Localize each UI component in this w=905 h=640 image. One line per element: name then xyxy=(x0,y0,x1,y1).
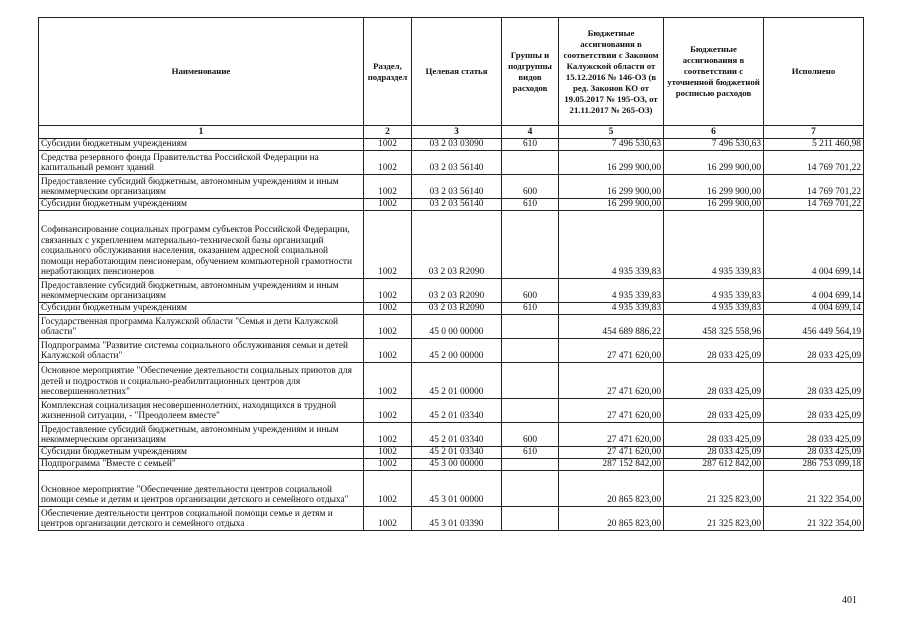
table-row xyxy=(39,303,864,315)
cell-vid xyxy=(502,363,559,399)
cell-name: Обеспечение деятельности центров социальной помощи семье и детям и центров организации детского и семейного отдыха xyxy=(39,507,364,531)
cell-law-allocation: 4 935 339,83 xyxy=(559,279,664,303)
cell-statya: 03 2 03 03090 xyxy=(412,139,502,151)
cell-statya: 03 2 03 56140 xyxy=(412,151,502,175)
table-row xyxy=(39,471,864,507)
cell-refined-allocation: 4 935 339,83 xyxy=(664,303,764,315)
cell-refined-allocation: 21 325 823,00 xyxy=(664,471,764,507)
cell-law-allocation: 287 152 842,00 xyxy=(559,459,664,471)
cell-name: Основное мероприятие "Обеспечение деятельности социальных приютов для детей и подростков и социально-реабилитационных центров для несовершеннолетних" xyxy=(39,363,364,399)
cell-vid xyxy=(502,459,559,471)
table-body xyxy=(39,139,864,531)
cell-refined-allocation: 16 299 900,00 xyxy=(664,151,764,175)
cell-name: Субсидии бюджетным учреждениям xyxy=(39,139,364,151)
cell-vid: 600 xyxy=(502,423,559,447)
cell-razdel: 1002 xyxy=(364,315,412,339)
cell-law-allocation: 27 471 620,00 xyxy=(559,447,664,459)
cell-law-allocation: 27 471 620,00 xyxy=(559,399,664,423)
cell-executed: 28 033 425,09 xyxy=(764,399,864,423)
cell-law-allocation: 4 935 339,83 xyxy=(559,211,664,279)
cell-refined-allocation: 4 935 339,83 xyxy=(664,211,764,279)
cell-law-allocation: 16 299 900,00 xyxy=(559,151,664,175)
cell-refined-allocation: 287 612 842,00 xyxy=(664,459,764,471)
cell-vid: 600 xyxy=(502,279,559,303)
column-number: 5 xyxy=(559,126,664,139)
cell-vid: 610 xyxy=(502,199,559,211)
cell-name: Предоставление субсидий бюджетным, автономным учреждениям и иным некоммерческим организациям xyxy=(39,175,364,199)
cell-vid: 610 xyxy=(502,139,559,151)
cell-statya: 03 2 03 R2090 xyxy=(412,303,502,315)
cell-executed: 14 769 701,22 xyxy=(764,199,864,211)
cell-law-allocation: 16 299 900,00 xyxy=(559,199,664,211)
table-row xyxy=(39,363,864,399)
table-row xyxy=(39,399,864,423)
cell-statya: 45 3 01 00000 xyxy=(412,471,502,507)
table-row xyxy=(39,139,864,151)
column-number-row xyxy=(39,126,864,139)
header-cell-law-allocation: Бюджетные ассигнования в соответствии с Законом Калужской области от 15.12.2016 № 146-ОЗ (в ред. Законов КО от 19.05.2017 № 195-ОЗ, от 21.11.2017 № 265-ОЗ) xyxy=(559,18,664,126)
cell-vid: 610 xyxy=(502,303,559,315)
table-row xyxy=(39,423,864,447)
cell-refined-allocation: 4 935 339,83 xyxy=(664,279,764,303)
cell-law-allocation: 20 865 823,00 xyxy=(559,507,664,531)
cell-statya: 45 2 01 03340 xyxy=(412,399,502,423)
table-row xyxy=(39,199,864,211)
cell-refined-allocation: 16 299 900,00 xyxy=(664,175,764,199)
cell-razdel: 1002 xyxy=(364,279,412,303)
cell-vid xyxy=(502,471,559,507)
budget-table xyxy=(38,17,864,531)
table-row xyxy=(39,507,864,531)
cell-razdel: 1002 xyxy=(364,303,412,315)
table-row xyxy=(39,175,864,199)
cell-name: Субсидии бюджетным учреждениям xyxy=(39,303,364,315)
cell-razdel: 1002 xyxy=(364,339,412,363)
cell-name: Подпрограмма "Развитие системы социального обслуживания семьи и детей Калужской области" xyxy=(39,339,364,363)
cell-statya: 03 2 03 56140 xyxy=(412,175,502,199)
cell-law-allocation: 16 299 900,00 xyxy=(559,175,664,199)
header-cell-vid: Группы и подгруппы видов расходов xyxy=(502,18,559,126)
cell-name: Софинансирование социальных программ субъектов Российской Федерации, связанных с укреплением материально-технической базы организаций социального обслуживания населения, оказанием адресной социальной помощи неработающим пенсионерам, обучением компьютерной грамотности неработающих пенсионеров xyxy=(39,211,364,279)
cell-executed: 14 769 701,22 xyxy=(764,175,864,199)
cell-statya: 45 0 00 00000 xyxy=(412,315,502,339)
cell-executed: 28 033 425,09 xyxy=(764,423,864,447)
cell-executed: 28 033 425,09 xyxy=(764,447,864,459)
cell-statya: 03 2 03 R2090 xyxy=(412,279,502,303)
cell-refined-allocation: 28 033 425,09 xyxy=(664,339,764,363)
header-cell-razdel: Раздел, подраздел xyxy=(364,18,412,126)
cell-refined-allocation: 28 033 425,09 xyxy=(664,363,764,399)
cell-refined-allocation: 458 325 558,96 xyxy=(664,315,764,339)
cell-executed: 286 753 099,18 xyxy=(764,459,864,471)
cell-refined-allocation: 28 033 425,09 xyxy=(664,447,764,459)
cell-razdel: 1002 xyxy=(364,423,412,447)
cell-statya: 45 2 01 03340 xyxy=(412,447,502,459)
cell-vid: 600 xyxy=(502,175,559,199)
cell-executed: 21 322 354,00 xyxy=(764,471,864,507)
cell-name: Субсидии бюджетным учреждениям xyxy=(39,447,364,459)
cell-vid xyxy=(502,211,559,279)
cell-vid: 610 xyxy=(502,447,559,459)
cell-vid xyxy=(502,339,559,363)
page-number: 401 xyxy=(842,595,857,606)
column-number: 1 xyxy=(39,126,364,139)
table-row xyxy=(39,151,864,175)
column-number: 7 xyxy=(764,126,864,139)
cell-executed: 5 211 460,98 xyxy=(764,139,864,151)
header-row xyxy=(39,18,864,126)
cell-refined-allocation: 16 299 900,00 xyxy=(664,199,764,211)
cell-statya: 03 2 03 56140 xyxy=(412,199,502,211)
cell-name: Подпрограмма "Вместе с семьей" xyxy=(39,459,364,471)
cell-executed: 14 769 701,22 xyxy=(764,151,864,175)
cell-executed: 4 004 699,14 xyxy=(764,211,864,279)
cell-razdel: 1002 xyxy=(364,151,412,175)
cell-vid xyxy=(502,315,559,339)
cell-razdel: 1002 xyxy=(364,471,412,507)
header-cell-statya: Целевая статья xyxy=(412,18,502,126)
cell-razdel: 1002 xyxy=(364,199,412,211)
cell-vid xyxy=(502,507,559,531)
cell-refined-allocation: 21 325 823,00 xyxy=(664,507,764,531)
cell-name: Основное мероприятие "Обеспечение деятельности центров социальной помощи семье и детям и центров организации детского и семейного отдыха" xyxy=(39,471,364,507)
cell-statya: 45 2 01 00000 xyxy=(412,363,502,399)
cell-razdel: 1002 xyxy=(364,507,412,531)
cell-name: Субсидии бюджетным учреждениям xyxy=(39,199,364,211)
cell-razdel: 1002 xyxy=(364,447,412,459)
cell-law-allocation: 4 935 339,83 xyxy=(559,303,664,315)
cell-refined-allocation: 28 033 425,09 xyxy=(664,399,764,423)
cell-name: Предоставление субсидий бюджетным, автономным учреждениям и иным некоммерческим организациям xyxy=(39,279,364,303)
cell-law-allocation: 7 496 530,63 xyxy=(559,139,664,151)
column-number: 3 xyxy=(412,126,502,139)
header-cell-refined-allocation: Бюджетные ассигнования в соответствии с уточненной бюджетной росписью расходов xyxy=(664,18,764,126)
cell-statya: 45 2 01 03340 xyxy=(412,423,502,447)
cell-statya: 45 2 00 00000 xyxy=(412,339,502,363)
column-number: 2 xyxy=(364,126,412,139)
cell-razdel: 1002 xyxy=(364,399,412,423)
cell-executed: 28 033 425,09 xyxy=(764,339,864,363)
cell-executed: 21 322 354,00 xyxy=(764,507,864,531)
cell-executed: 456 449 564,19 xyxy=(764,315,864,339)
header-cell-name: Наименование xyxy=(39,18,364,126)
cell-statya: 45 3 00 00000 xyxy=(412,459,502,471)
cell-executed: 4 004 699,14 xyxy=(764,303,864,315)
cell-refined-allocation: 7 496 530,63 xyxy=(664,139,764,151)
cell-razdel: 1002 xyxy=(364,459,412,471)
table-row xyxy=(39,211,864,279)
table-row xyxy=(39,279,864,303)
cell-name: Государственная программа Калужской области "Семья и дети Калужской области" xyxy=(39,315,364,339)
table-row xyxy=(39,315,864,339)
cell-executed: 4 004 699,14 xyxy=(764,279,864,303)
header-cell-executed: Исполнено xyxy=(764,18,864,126)
cell-statya: 45 3 01 03390 xyxy=(412,507,502,531)
cell-refined-allocation: 28 033 425,09 xyxy=(664,423,764,447)
cell-statya: 03 2 03 R2090 xyxy=(412,211,502,279)
cell-name: Предоставление субсидий бюджетным, автономным учреждениям и иным некоммерческим организациям xyxy=(39,423,364,447)
cell-law-allocation: 20 865 823,00 xyxy=(559,471,664,507)
table-row xyxy=(39,459,864,471)
table-row xyxy=(39,339,864,363)
cell-executed: 28 033 425,09 xyxy=(764,363,864,399)
cell-vid xyxy=(502,151,559,175)
cell-vid xyxy=(502,399,559,423)
cell-razdel: 1002 xyxy=(364,139,412,151)
cell-name: Средства резервного фонда Правительства Российской Федерации на капитальный ремонт зданий xyxy=(39,151,364,175)
cell-law-allocation: 454 689 886,22 xyxy=(559,315,664,339)
cell-law-allocation: 27 471 620,00 xyxy=(559,339,664,363)
cell-razdel: 1002 xyxy=(364,175,412,199)
column-number: 4 xyxy=(502,126,559,139)
cell-name: Комплексная социализация несовершеннолетних, находящихся в трудной жизненной ситуации, - "Преодолеем вместе" xyxy=(39,399,364,423)
column-number: 6 xyxy=(664,126,764,139)
table-row xyxy=(39,447,864,459)
cell-razdel: 1002 xyxy=(364,363,412,399)
cell-law-allocation: 27 471 620,00 xyxy=(559,423,664,447)
cell-law-allocation: 27 471 620,00 xyxy=(559,363,664,399)
cell-razdel: 1002 xyxy=(364,211,412,279)
